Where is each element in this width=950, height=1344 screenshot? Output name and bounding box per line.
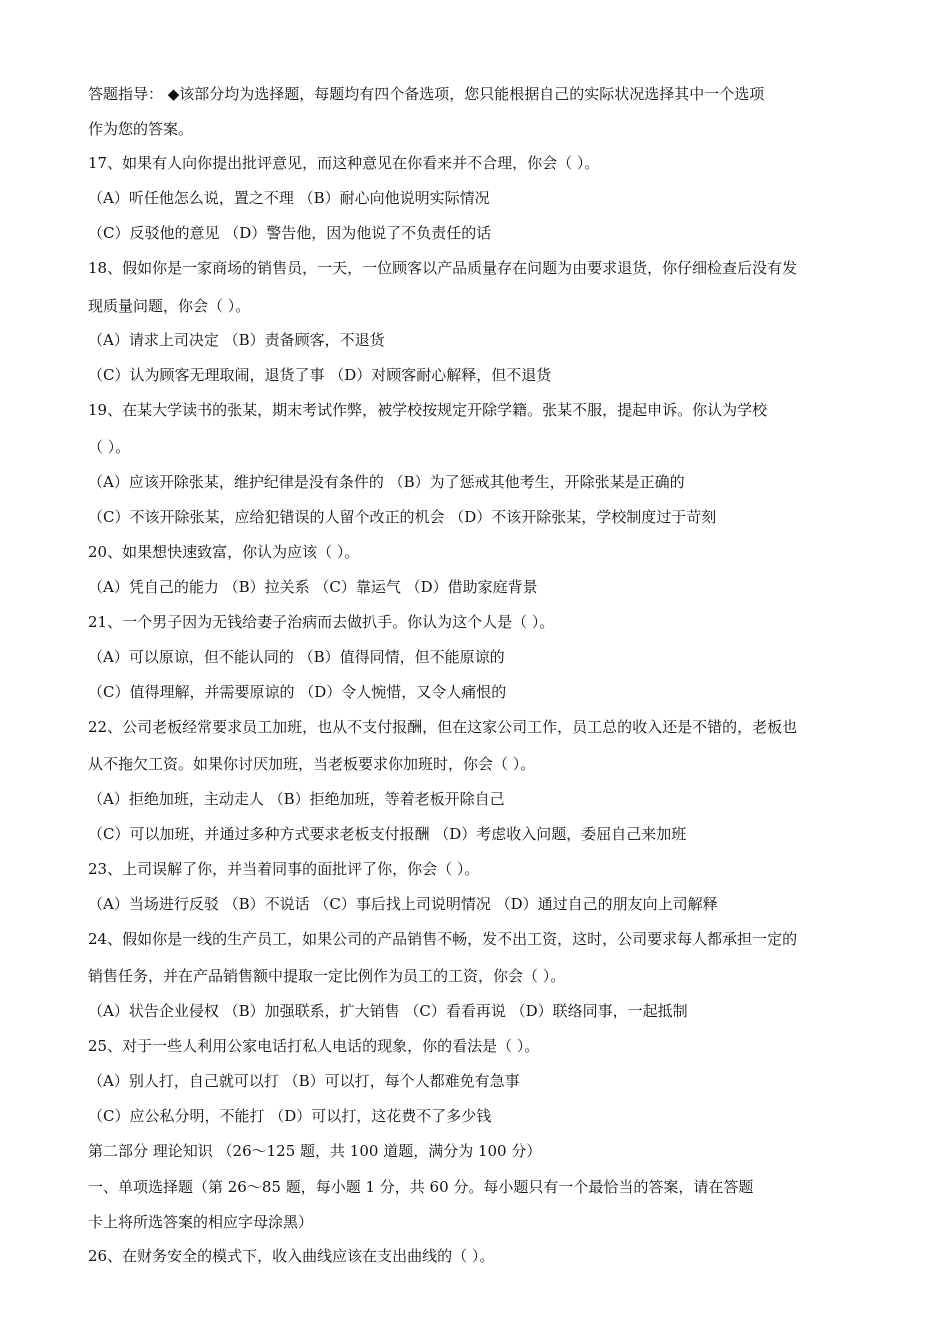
- question-24: 24、假如你是一线的生产员工，如果公司的产品销售不畅，发不出工资，这时，公司要求每人都承担一定的: [88, 930, 798, 948]
- question-24: 销售任务，并在产品销售额中提取一定比例作为员工的工资，你会（ ）。: [88, 967, 566, 985]
- question-17: 17、如果有人向你提出批评意见，而这种意见在你看来并不合理，你会（ ）。: [88, 154, 600, 172]
- question-19-options: （A）应该开除张某，维护纪律是没有条件的 （B）为了惩戒其他考生，开除张某是正确的: [88, 473, 685, 491]
- question-21-options: （C）值得理解，并需要原谅的 （D）令人惋惜，又令人痛恨的: [88, 683, 507, 701]
- question-17-options: （A）听任他怎么说，置之不理 （B）耐心向他说明实际情况: [88, 189, 490, 207]
- question-23: 23、上司误解了你，并当着同事的面批评了你，你会（ ）。: [88, 860, 480, 878]
- question-21: 21、一个男子因为无钱给妻子治病而去做扒手。你认为这个人是（ ）。: [88, 613, 555, 631]
- section-heading: 第二部分 理论知识 （26～125 题，共 100 道题，满分为 100 分）: [88, 1142, 542, 1160]
- question-20: 20、如果想快速致富，你认为应该（ ）。: [88, 543, 360, 561]
- question-18-options: （C）认为顾客无理取闹，退货了事 （D）对顾客耐心解释，但不退货: [88, 366, 552, 384]
- question-22-options: （A）拒绝加班，主动走人 （B）拒绝加班，等着老板开除自己: [88, 790, 505, 808]
- question-22-options: （C）可以加班，并通过多种方式要求老板支付报酬 （D）考虑收入问题，委屈自己来加班: [88, 825, 687, 843]
- question-22: 从不拖欠工资。如果你讨厌加班，当老板要求你加班时，你会（ ）。: [88, 755, 536, 773]
- question-22: 22、公司老板经常要求员工加班，也从不支付报酬，但在这家公司工作，员工总的收入还是不错的，老板也: [88, 718, 798, 736]
- instruction-line: 作为您的答案。: [88, 120, 194, 138]
- question-18: 18、假如你是一家商场的销售员，一天，一位顾客以产品质量存在问题为由要求退货，你仔细检查后没有发: [88, 259, 798, 277]
- question-19: （ ）。: [88, 438, 131, 456]
- question-26: 26、在财务安全的模式下，收入曲线应该在支出曲线的（ ）。: [88, 1247, 495, 1265]
- question-25: 25、对于一些人利用公家电话打私人电话的现象，你的看法是（ ）。: [88, 1037, 540, 1055]
- question-18-options: （A）请求上司决定 （B）责备顾客，不退货: [88, 331, 385, 349]
- question-17-options: （C）反驳他的意见 （D）警告他，因为他说了不负责任的话: [88, 224, 492, 242]
- subsection-heading: 一、单项选择题（第 26～85 题，每小题 1 分，共 60 分。每小题只有一个最恰当的答案，请在答题: [88, 1178, 754, 1196]
- question-25-options: （C）应公私分明，不能打 （D）可以打，这花费不了多少钱: [88, 1107, 492, 1125]
- question-23-options: （A）当场进行反驳 （B）不说话 （C）事后找上司说明情况 （D）通过自己的朋友向上司解释: [88, 895, 718, 913]
- instruction-line: 答题指导： ◆该部分均为选择题，每题均有四个备选项，您只能根据自己的实际状况选择其中一个选项: [88, 85, 765, 103]
- question-24-options: （A）状告企业侵权 （B）加强联系，扩大销售 （C）看看再说 （D）联络同事，一起抵制: [88, 1002, 688, 1020]
- question-25-options: （A）别人打，自己就可以打 （B）可以打，每个人都难免有急事: [88, 1072, 520, 1090]
- subsection-heading: 卡上将所选答案的相应字母涂黑）: [88, 1213, 314, 1231]
- question-21-options: （A）可以原谅，但不能认同的 （B）值得同情，但不能原谅的: [88, 648, 505, 666]
- question-18: 现质量问题，你会（ ）。: [88, 297, 251, 315]
- question-20-options: （A）凭自己的能力 （B）拉关系 （C）靠运气 （D）借助家庭背景: [88, 578, 538, 596]
- question-19-options: （C）不该开除张某，应给犯错误的人留个改正的机会 （D）不该开除张某，学校制度过于苛刻: [88, 508, 717, 526]
- question-19: 19、在某大学读书的张某，期末考试作弊，被学校按规定开除学籍。张某不服，提起申诉。你认为学校: [88, 401, 768, 419]
